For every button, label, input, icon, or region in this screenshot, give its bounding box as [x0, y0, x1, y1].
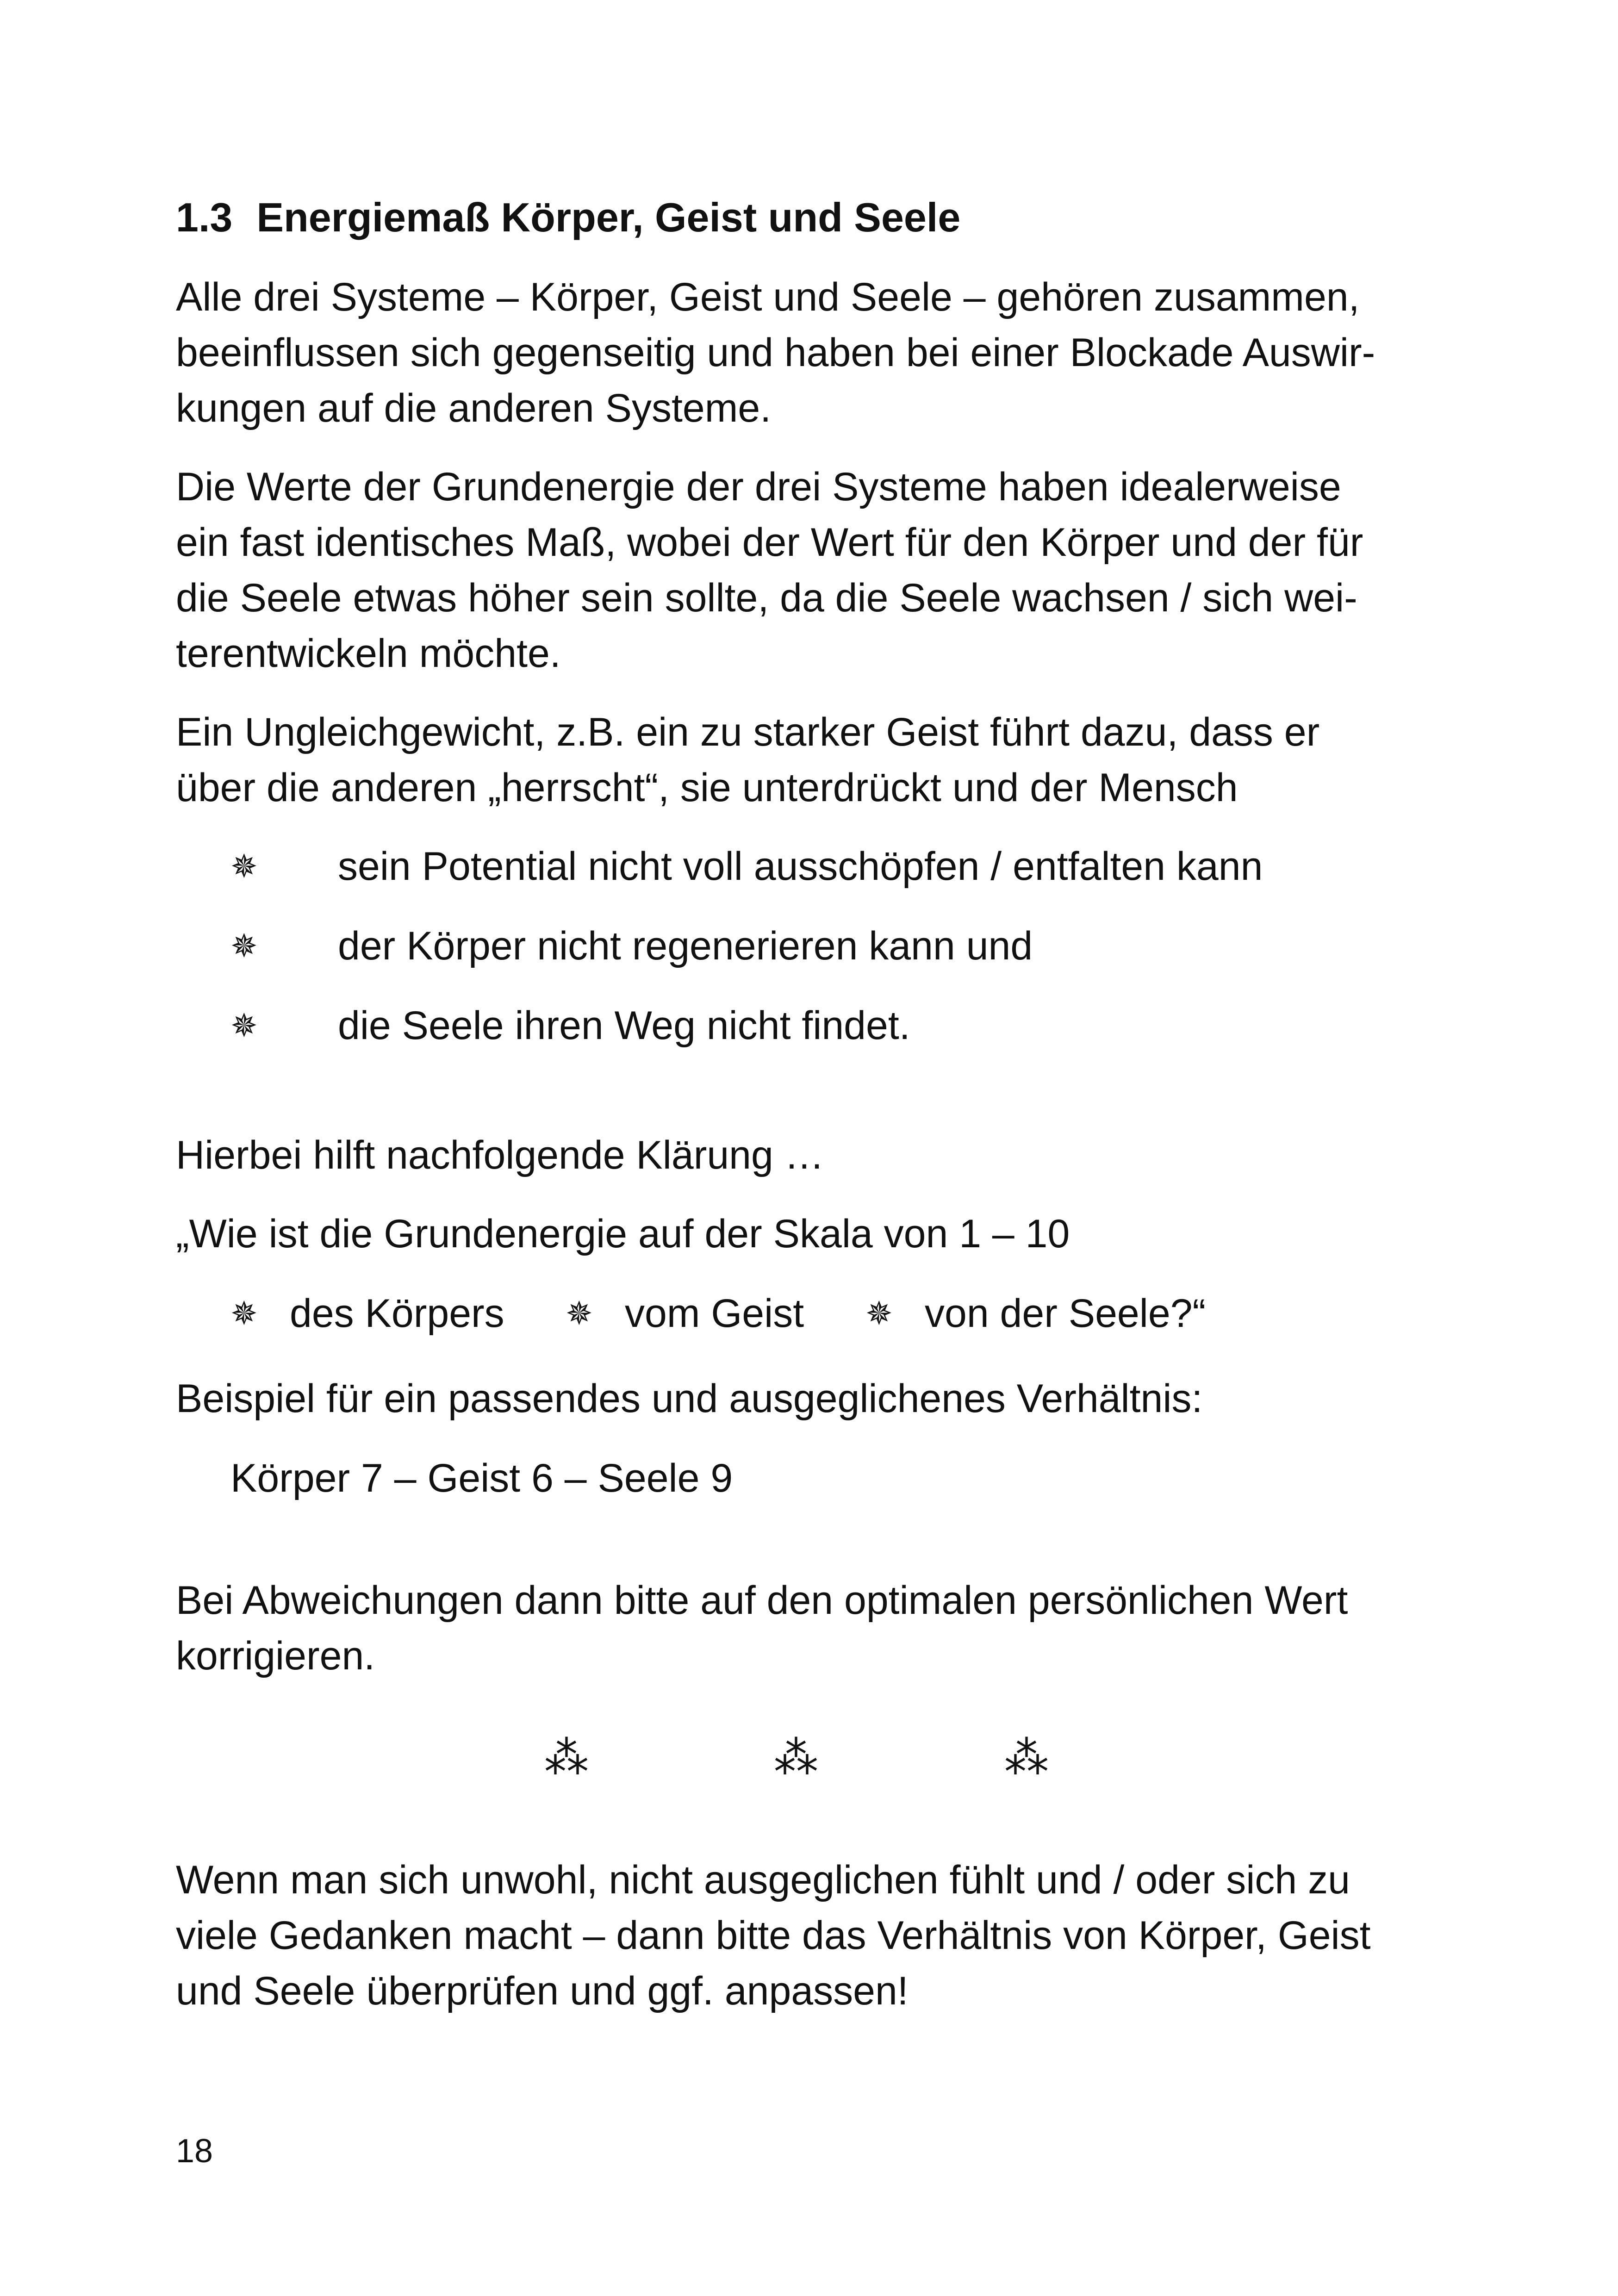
- correction-line-2: korrigieren.: [176, 1634, 375, 1678]
- question-item-soul: von der Seele?“: [925, 1291, 1206, 1336]
- closing-line-3: und Seele überprüfen und ggf. anpassen!: [176, 1969, 909, 2013]
- paragraph-1-line-2: beeinflussen sich gegenseitig und haben bei einer Blockade Auswir-: [176, 330, 1375, 375]
- closing-line-1: Wenn man sich unwohl, nicht ausgeglichen fühlt und / oder sich zu: [176, 1858, 1350, 1902]
- star-bullet-icon: ✵: [566, 1294, 593, 1332]
- paragraph-3-line-1: Ein Ungleichgewicht, z.B. ein zu starker Geist führt dazu, dass er: [176, 710, 1320, 754]
- asterism-separator-icon: ⁂: [544, 1732, 589, 1784]
- star-bullet-icon: ✵: [865, 1294, 893, 1332]
- question-item-body: des Körpers: [290, 1291, 504, 1336]
- star-bullet-icon: ✵: [230, 847, 258, 885]
- paragraph-1-line-3: kungen auf die anderen Systeme.: [176, 386, 772, 430]
- bullet-item-2: der Körper nicht regenerieren kann und: [338, 924, 1033, 968]
- correction-line-1: Bei Abweichungen dann bitte auf den optimalen persönlichen Wert: [176, 1578, 1348, 1623]
- bullet-item-1: sein Potential nicht voll ausschöpfen / entfalten kann: [338, 844, 1263, 889]
- paragraph-2-line-2: ein fast identisches Maß, wobei der Wert für den Körper und der für: [176, 520, 1363, 565]
- paragraph-2-line-3: die Seele etwas höher sein sollte, da die Seele wachsen / sich wei-: [176, 576, 1357, 620]
- star-bullet-icon: ✵: [230, 927, 258, 965]
- question-item-mind: vom Geist: [625, 1291, 804, 1336]
- asterism-separator-icon: ⁂: [774, 1732, 818, 1784]
- asterism-separator-icon: ⁂: [1004, 1732, 1049, 1784]
- paragraph-2-line-4: terentwickeln möchte.: [176, 631, 561, 676]
- bullet-item-3: die Seele ihren Weg nicht findet.: [338, 1003, 910, 1048]
- example-value: Körper 7 – Geist 6 – Seele 9: [230, 1456, 733, 1500]
- star-bullet-icon: ✵: [230, 1007, 258, 1045]
- example-intro: Beispiel für ein passendes und ausgeglichenes Verhältnis:: [176, 1376, 1203, 1421]
- page-number: 18: [176, 2133, 213, 2170]
- section-number: 1.3: [176, 194, 233, 240]
- paragraph-1-line-1: Alle drei Systeme – Körper, Geist und Seele – gehören zusammen,: [176, 275, 1360, 319]
- paragraph-3-line-2: über die anderen „herrscht“, sie unterdrückt und der Mensch: [176, 765, 1238, 810]
- star-bullet-icon: ✵: [230, 1294, 258, 1332]
- paragraph-2-line-1: Die Werte der Grundenergie der drei Systeme haben idealerweise: [176, 465, 1341, 509]
- clarification-intro: Hierbei hilft nachfolgende Klärung …: [176, 1133, 824, 1177]
- closing-line-2: viele Gedanken macht – dann bitte das Verhältnis von Körper, Geist: [176, 1913, 1371, 1958]
- section-heading: [176, 189, 960, 246]
- question-line: „Wie ist die Grundenergie auf der Skala von 1 – 10: [176, 1212, 1070, 1256]
- section-title: Energiemaß Körper, Geist und Seele: [256, 194, 961, 240]
